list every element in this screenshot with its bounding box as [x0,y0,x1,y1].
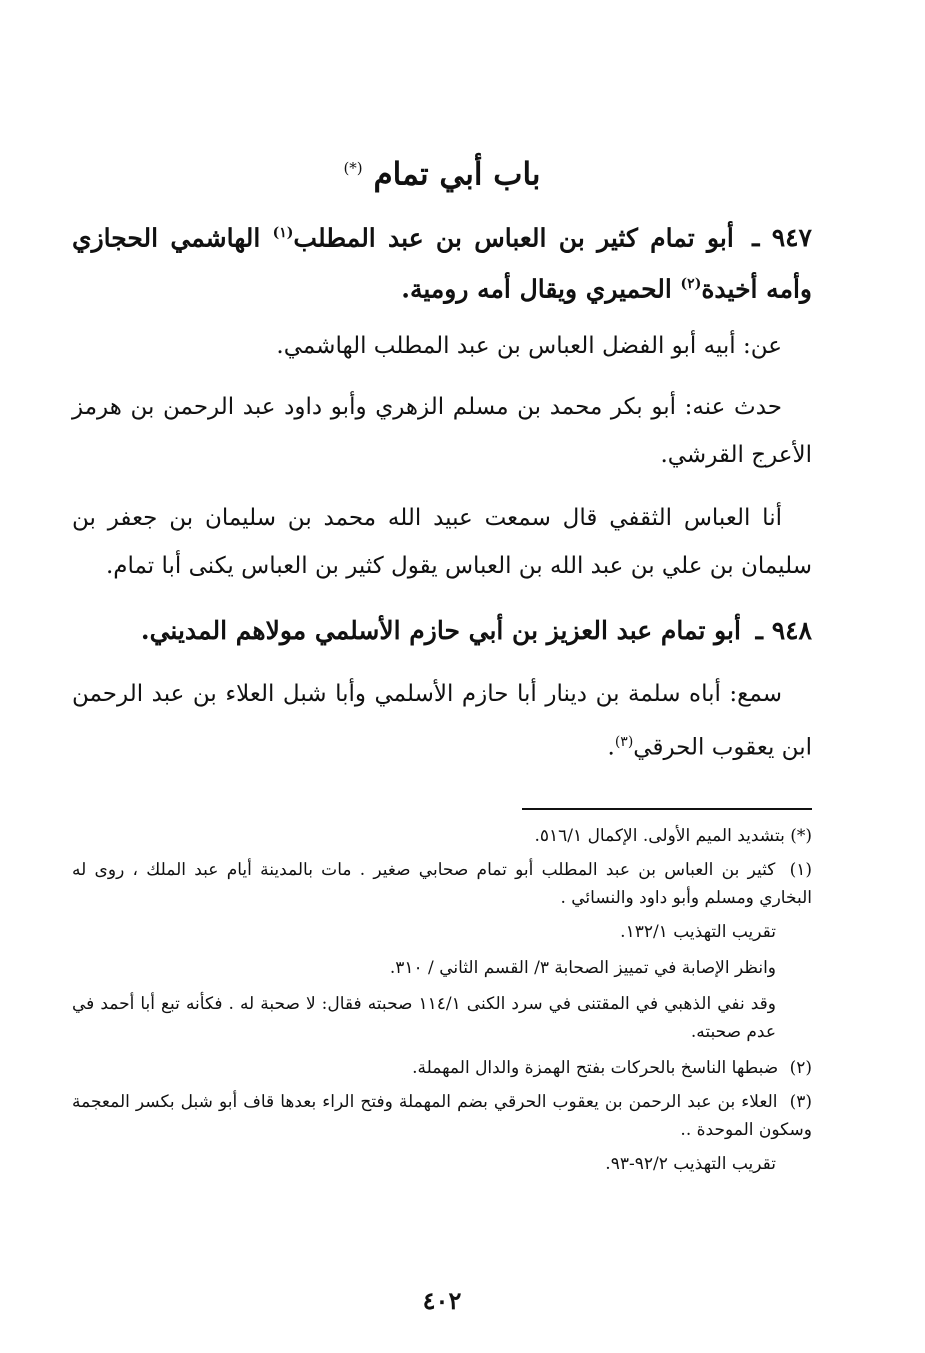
footnote-2-text: ضبطها الناسخ بالحركات بفتح الهمزة والدال المهملة. [412,1058,779,1078]
entry-947-heading-part2: الهاشمي الحجازي وأمه أخيدة [72,223,812,304]
footnote-1-ref-dhahabi: وقد نفي الذهبي في المقتنى في سرد الكنى ١١٤/١ صحبته فقال: لا صحبة له . فكأنه تبع أبا أحمد في عدم صحبته. [72,994,777,1042]
entry-948-heard-text: سمع: أباه سلمة بن دينار أبا حازم الأسلمي وأبا شبل العلاء بن عبد الرحمن ابن يعقوب الحرقي [72,681,812,761]
entry-948-number: ٩٤٨ ـ [755,616,812,645]
entry-947-from: عن: أبيه أبو الفضل العباس بن عبد المطلب الهاشمي. [276,333,782,359]
footnote-1-text: كثير بن العباس بن عبد المطلب أبو تمام صحابي صغير . مات بالمدينة أيام عبد الملك ، روى له البخاري ومسلم وأبو داود والنسائي . [72,860,812,908]
entry-947-narrators: حدث عنه: أبو بكر محمد بن مسلم الزهري وأبو داود عبد الرحمن بن هرمز الأعرج القرشي. [72,394,812,468]
footnote-2 [72,1054,812,1082]
footnote-ref-1: (١) [272,225,294,241]
entry-948-heard [72,670,812,772]
entry-947-chain: أنا العباس الثقفي قال سمعت عبيد الله محمد بن سليمان بن جعفر بن سليمان بن علي بن عبد الله بن العباس يقول كثير بن العباس يكنى أبا تمام. [72,505,812,579]
entry-948-heading [72,608,812,654]
footnote-ref-2: (٢) [680,276,702,293]
footnote-1-ref-taqrib: تقريب التهذيب ١٣٢/١. [620,922,776,942]
page-number: ٤٠٢ [422,1286,462,1315]
footnote-1-number: (١) [789,860,812,880]
footnote-2-number: (٢) [789,1058,812,1078]
entry-947-heading [72,210,812,313]
footnote-1-ref-isaba: وانظر الإصابة في تمييز الصحابة ٣/ القسم الثاني / ٣١٠. [389,958,776,978]
footnote-separator [522,808,812,810]
footnote-1 [72,856,812,912]
footnote-star: (*) بتشديد الميم الأولى. الإكمال ٥١٦/١. [534,826,812,846]
footnote-3 [72,1088,812,1144]
chapter-title [72,146,812,196]
entry-947-heading-part3: الحميري ويقال أمه رومية. [401,274,672,304]
chapter-title-text: باب أبي تمام [373,156,541,193]
chapter-title-mark: (*) [343,159,363,177]
footnotes [72,822,812,1186]
entry-948-heard-end: . [607,734,615,761]
footnote-3-text: العلاء بن عبد الرحمن بن يعقوب الحرقي بضم المهملة وفتح الراء بعدها قاف أبو شبل بكسر المعجمة وسكون الموحدة .. [72,1092,812,1140]
footnote-3-number: (٣) [789,1092,813,1112]
entry-947-number: ٩٤٧ ـ [752,223,812,253]
footnote-ref-3: (٣) [614,734,634,750]
footnote-3-ref-taqrib: تقريب التهذيب ٩٢/٢-٩٣. [605,1154,776,1174]
entry-948-heading-text: أبو تمام عبد العزيز بن أبي حازم الأسلمي مولاهم المديني. [140,616,741,645]
book-page [72,0,812,1353]
entry-947-heading-part1: أبو تمام كثير بن العباس بن عبد المطلب [293,223,734,253]
